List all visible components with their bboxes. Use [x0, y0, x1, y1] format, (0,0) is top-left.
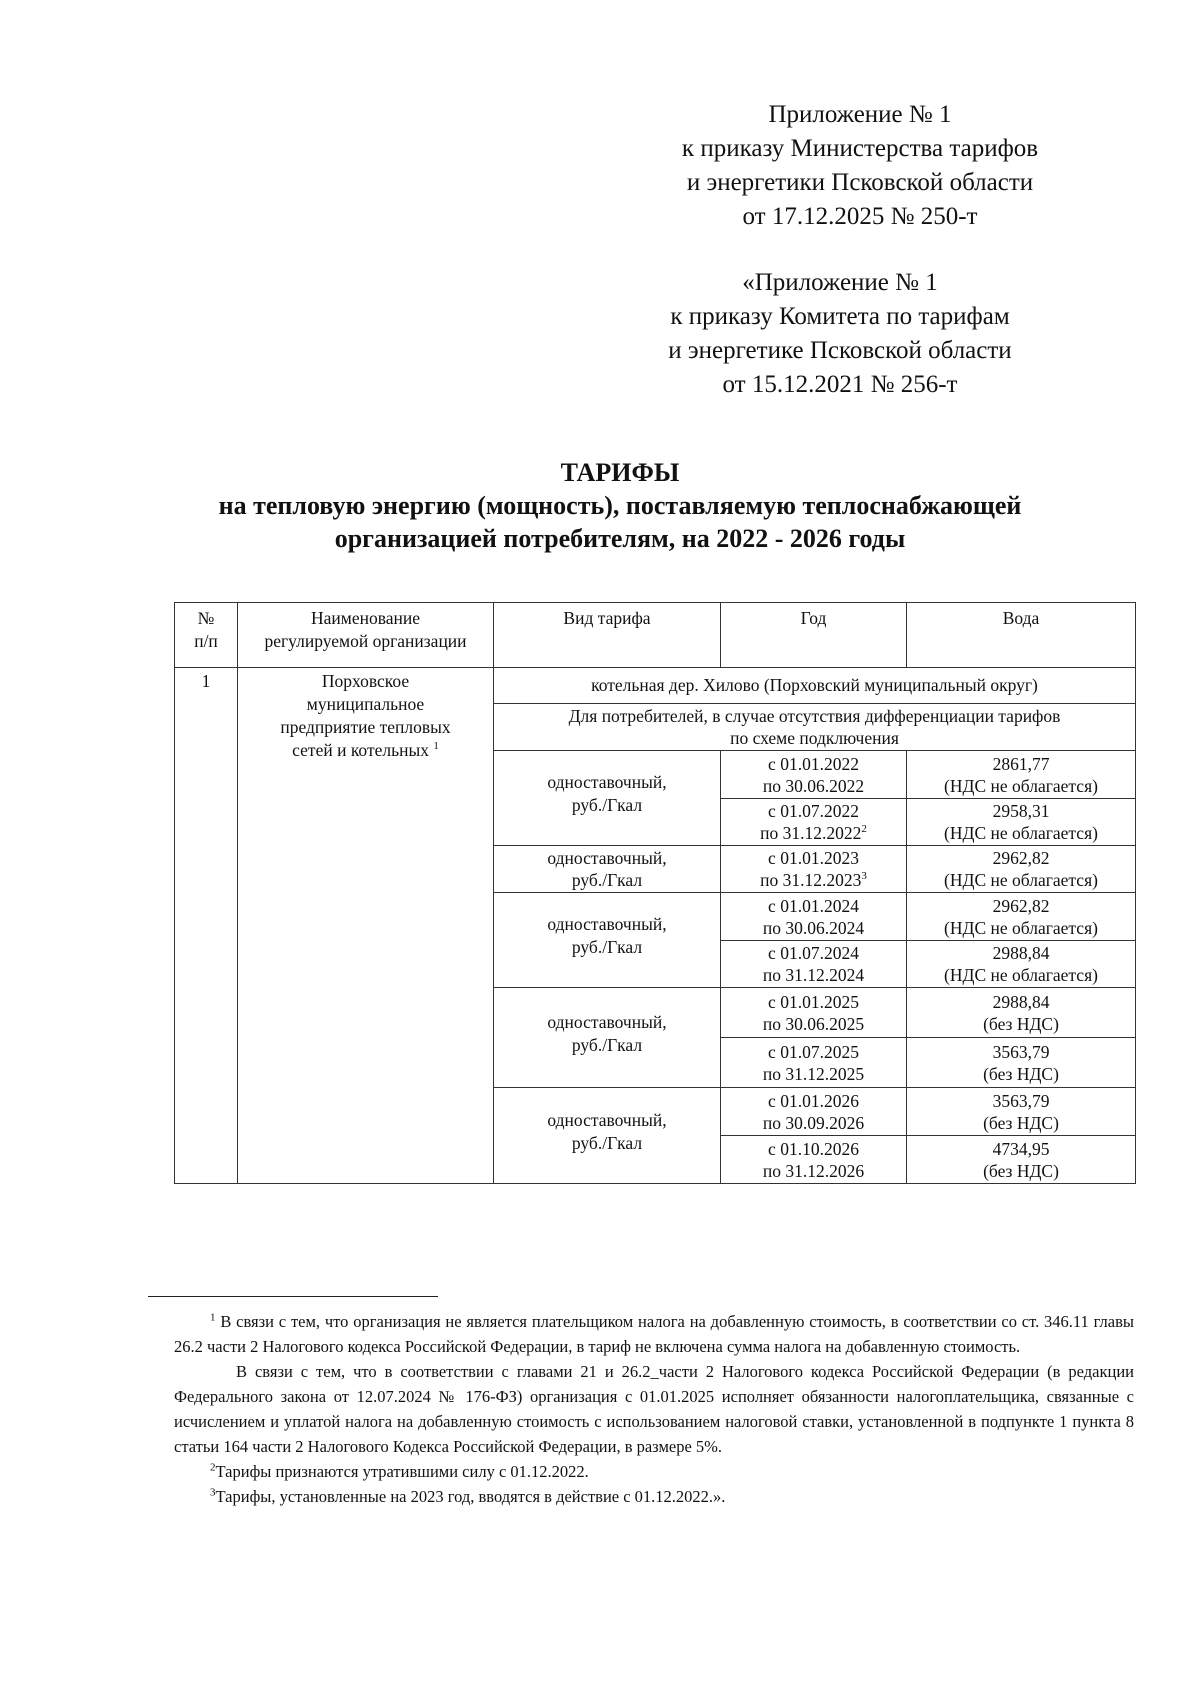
header-number-line: п/п: [194, 631, 218, 651]
footnote-text: В связи с тем, что в соответствии с главами 21 и 26.2_части 2 Налогового кодекса Российской Федерации (в редакции Федерального закона от 12.07.2024 № 176-ФЗ) организация с 01.01.2025 исполняет обязанности налогоплательщика, связанные с исчислением и уплатой налога на добавленную стоимость с использованием налоговой ставки, установленной в подпункте 1 пункта 8 статьи 164 части 2 Налогового Кодекса Российской Федерации, в размере 5%.: [174, 1362, 1134, 1456]
footnote-marker: 3: [210, 1486, 216, 1499]
consumer-group-cell: [494, 704, 1136, 751]
title-subtitle-line: на тепловую энергию (мощность), поставляемую теплоснабжающей: [218, 491, 1022, 520]
period-cell: [721, 1038, 907, 1088]
footnote-ref[interactable]: 2: [861, 823, 867, 836]
period-from: с 01.01.2026: [768, 1090, 859, 1111]
row-number-cell: [175, 668, 238, 1184]
period-cell: [721, 941, 907, 988]
period-cell: [721, 988, 907, 1038]
tariff-kind-cell: [494, 893, 721, 988]
footnote-1-continuation: [174, 1359, 1134, 1459]
tariff-value: 2988,84: [992, 991, 1050, 1012]
tariff-kind-cell: [494, 846, 721, 893]
header-number-line: №: [197, 608, 215, 628]
water-value-cell: [907, 941, 1136, 988]
tariff-kind-line: руб./Гкал: [571, 937, 643, 957]
period-cell: [721, 751, 907, 799]
consumer-group-line: Для потребителей, в случае отсутствия дифференциации тарифов: [568, 706, 1061, 726]
footnote-marker: 2: [210, 1461, 216, 1474]
tariff-kind-line: руб./Гкал: [571, 1034, 643, 1055]
tariff-kind-line: одноставочный,: [547, 1109, 667, 1130]
water-value-cell: [907, 1038, 1136, 1088]
footnote-1: [174, 1309, 1134, 1359]
period-from: с 01.01.2024: [768, 895, 859, 916]
vat-note: (без НДС): [983, 1112, 1059, 1133]
period-to: по 31.12.2024: [762, 965, 865, 985]
water-value-cell: [907, 988, 1136, 1038]
footnote-text: В связи с тем, что организация не является плательщиком налога на добавленную стоимость, в соответствии со ст. 346.11 главы 26.2 части 2 Налогового кодекса Российской Федерации, в тариф не включена сумма налога на добавленную стоимость.: [174, 1312, 1134, 1356]
header-year: Год: [721, 603, 907, 668]
vat-note: (без НДС): [983, 1013, 1059, 1034]
appendix-header-original-order: [620, 266, 1060, 402]
tariff-kind-line: одноставочный,: [547, 1011, 667, 1032]
vat-note: (НДС не облагается): [944, 775, 1098, 796]
vat-note: (НДС не облагается): [944, 823, 1098, 843]
period-from: с 01.01.2023: [768, 848, 859, 868]
header-organization: [238, 603, 494, 668]
table-header-row: [175, 603, 1136, 668]
water-value-cell: [907, 893, 1136, 941]
period-to: по 31.12.2026: [762, 1160, 865, 1181]
period-cell: [721, 1136, 907, 1184]
footnote-ref[interactable]: 3: [861, 870, 867, 883]
header-organization-line: Наименование: [310, 608, 421, 628]
appendix-line: и энергетике Псковской области: [668, 337, 1012, 364]
document-title: [100, 456, 1140, 555]
period-from: с 01.07.2022: [768, 801, 859, 821]
appendix-line: Приложение № 1: [768, 101, 952, 128]
tariff-value: 3563,79: [992, 1041, 1050, 1062]
period-from: с 01.01.2022: [768, 753, 859, 774]
period-to: по 31.12.2022: [760, 823, 862, 843]
period-from: с 01.01.2025: [768, 991, 859, 1012]
tariff-kind-line: одноставочный,: [547, 848, 667, 868]
footnote-separator: [148, 1296, 438, 1297]
tariff-value: 2962,82: [992, 895, 1050, 916]
vat-note: (без НДС): [983, 1160, 1059, 1181]
appendix-line: к приказу Комитета по тарифам: [670, 303, 1010, 330]
row-number: 1: [201, 671, 211, 691]
organization-cell: [238, 668, 494, 1184]
boiler-house-cell: котельная дер. Хилово (Порховский муниципальный округ): [494, 668, 1136, 704]
period-to: по 31.12.2023: [760, 870, 862, 890]
footnote-text: Тарифы, установленные на 2023 год, вводятся в действие с 01.12.2022.».: [215, 1487, 726, 1506]
period-to: по 31.12.2025: [762, 1063, 865, 1084]
tariff-value: 2958,31: [992, 801, 1050, 821]
period-cell: [721, 846, 907, 893]
header-water: Вода: [907, 603, 1136, 668]
tariff-kind-line: руб./Гкал: [571, 870, 643, 890]
tariff-value: 4734,95: [992, 1138, 1050, 1159]
period-to: по 30.06.2024: [762, 917, 865, 938]
footnotes: [174, 1309, 1134, 1509]
tariff-table: [174, 602, 1136, 1184]
tariff-value: 3563,79: [992, 1090, 1050, 1111]
tariff-kind-line: руб./Гкал: [571, 795, 643, 815]
appendix-line: к приказу Министерства тарифов: [681, 135, 1039, 162]
organization-name-line: сетей и котельных: [292, 740, 429, 760]
title-heading: ТАРИФЫ: [560, 458, 680, 487]
water-value-cell: [907, 799, 1136, 846]
water-value-cell: [907, 1136, 1136, 1184]
footnote-text: Тарифы признаются утратившими силу с 01.12.2022.: [215, 1462, 589, 1481]
tariff-kind-cell: [494, 1088, 721, 1184]
vat-note: (НДС не облагается): [944, 965, 1098, 985]
period-to: по 30.06.2022: [762, 775, 865, 796]
appendix-line: от 17.12.2025 № 250-т: [742, 203, 978, 230]
appendix-line: и энергетики Псковской области: [686, 169, 1034, 196]
organization-name-line: Порховское: [321, 671, 410, 691]
appendix-header-new-order: [640, 98, 1080, 234]
header-tariff-type: Вид тарифа: [494, 603, 721, 668]
tariff-value: 2988,84: [992, 943, 1050, 963]
tariff-value: 2861,77: [992, 753, 1050, 774]
footnote-3: [174, 1484, 1134, 1509]
water-value-cell: [907, 846, 1136, 893]
period-from: с 01.10.2026: [768, 1138, 859, 1159]
table-row: [175, 668, 1136, 704]
tariff-kind-cell: [494, 988, 721, 1088]
consumer-group-line: по схеме подключения: [730, 728, 899, 748]
period-from: с 01.07.2024: [768, 943, 859, 963]
vat-note: (НДС не облагается): [944, 870, 1098, 890]
period-to: по 30.09.2026: [762, 1112, 865, 1133]
period-from: с 01.07.2025: [768, 1041, 859, 1062]
title-subtitle-line: организацией потребителям, на 2022 - 2026 годы: [334, 524, 906, 553]
water-value-cell: [907, 751, 1136, 799]
vat-note: (НДС не облагается): [944, 917, 1098, 938]
tariff-kind-line: руб./Гкал: [571, 1132, 643, 1153]
vat-note: (без НДС): [983, 1063, 1059, 1084]
period-cell: [721, 799, 907, 846]
footnote-2: [174, 1459, 1134, 1484]
tariff-kind-line: одноставочный,: [547, 772, 667, 792]
tariff-kind-line: одноставочный,: [547, 914, 667, 934]
tariff-kind-cell: [494, 751, 721, 846]
footnote-marker: 1: [210, 1311, 216, 1324]
header-number: [175, 603, 238, 668]
appendix-line: «Приложение № 1: [742, 269, 938, 296]
period-cell: [721, 1088, 907, 1136]
appendix-line: от 15.12.2021 № 256-т: [722, 371, 958, 398]
tariff-value: 2962,82: [992, 848, 1050, 868]
period-cell: [721, 893, 907, 941]
footnote-ref[interactable]: 1: [433, 740, 439, 753]
header-organization-line: регулируемой организации: [264, 631, 467, 651]
organization-name-line: предприятие тепловых: [280, 717, 451, 737]
organization-name-line: муниципальное: [306, 694, 425, 714]
period-to: по 30.06.2025: [762, 1013, 865, 1034]
water-value-cell: [907, 1088, 1136, 1136]
